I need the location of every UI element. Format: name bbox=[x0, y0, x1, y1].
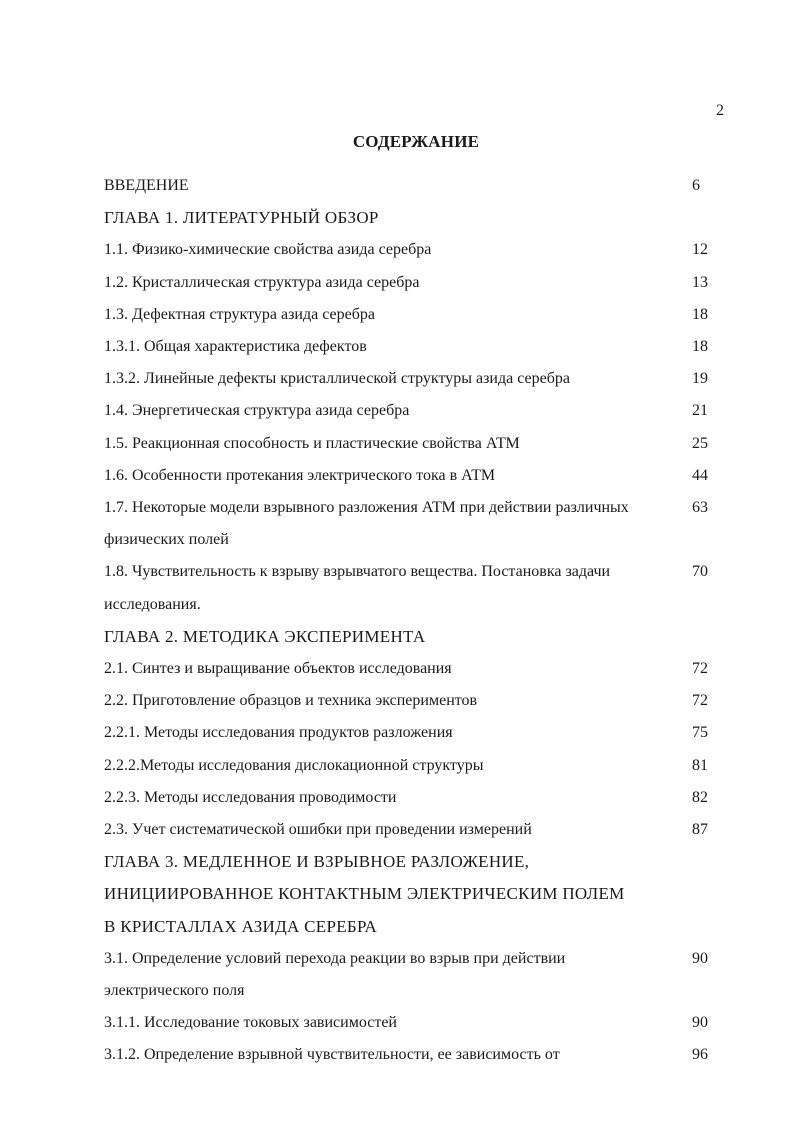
toc-entry-text: 1.5. Реакционная способность и пластические свойства АТМ bbox=[104, 434, 520, 452]
toc-entry-page: 81 bbox=[692, 756, 708, 774]
toc-entry-text: 2.2.1. Методы исследования продуктов разложения bbox=[104, 724, 453, 742]
toc-entry bbox=[104, 814, 720, 846]
toc-entry bbox=[104, 492, 720, 556]
toc-entry bbox=[104, 685, 720, 717]
toc-entry bbox=[104, 717, 720, 749]
toc-entry bbox=[104, 428, 720, 460]
toc-chapter-heading bbox=[104, 202, 720, 234]
toc-entry-page: 12 bbox=[692, 241, 708, 259]
toc-entry-page: 13 bbox=[692, 273, 708, 291]
toc-entry bbox=[104, 750, 720, 782]
toc-entry-page: 72 bbox=[692, 692, 708, 710]
toc-entry-page: 44 bbox=[692, 466, 708, 484]
toc-entry bbox=[104, 943, 720, 1007]
toc-entry-text: 1.4. Энергетическая структура азида серебра bbox=[104, 402, 410, 420]
toc-entry-page: 6 bbox=[692, 177, 700, 194]
toc-entry-page: 21 bbox=[692, 402, 708, 420]
toc-entry-page: 82 bbox=[692, 788, 708, 806]
page-number: 2 bbox=[716, 102, 724, 119]
toc-entry bbox=[104, 331, 720, 363]
toc-entry-page: 90 bbox=[692, 949, 708, 967]
toc-entry-text: 3.1.2. Определение взрывной чувствительности, ее зависимость от bbox=[104, 1046, 560, 1064]
toc-entry-page: 19 bbox=[692, 370, 708, 388]
toc-chapter-heading bbox=[104, 621, 720, 653]
toc-entry-page: 90 bbox=[692, 1014, 708, 1032]
toc-entry-text: 3.1. Определение условий перехода реакции во взрыв при действии электрического поля bbox=[104, 949, 566, 1000]
toc-entry-page: 63 bbox=[692, 499, 708, 517]
toc-entry-page: 18 bbox=[692, 305, 708, 323]
toc-entry bbox=[104, 363, 720, 395]
toc-entry-text: 2.2.3. Методы исследования проводимости bbox=[104, 788, 397, 806]
toc-entry-page: 75 bbox=[692, 724, 708, 742]
toc-entry-page: 96 bbox=[692, 1046, 708, 1064]
toc-entry-text: 1.2. Кристаллическая структура азида серебра bbox=[104, 273, 420, 291]
toc-entry-text: 1.1. Физико-химические свойства азида серебра bbox=[104, 241, 432, 259]
toc-entry bbox=[104, 1007, 720, 1039]
toc-entry-text: 2.3. Учет систематической ошибки при проведении измерений bbox=[104, 821, 532, 839]
toc-entry bbox=[104, 395, 720, 427]
toc-entry-text: ГЛАВА 2. МЕТОДИКА ЭКСПЕРИМЕНТА bbox=[104, 626, 426, 646]
toc-entry-page: 70 bbox=[692, 563, 708, 581]
toc-entry bbox=[104, 299, 720, 331]
toc-entry-text: 2.1. Синтез и выращивание объектов исследования bbox=[104, 660, 452, 678]
toc-entry-text: ГЛАВА 3. МЕДЛЕННОЕ И ВЗРЫВНОЕ РАЗЛОЖЕНИЕ, ИНИЦИИРОВАННОЕ КОНТАКТНЫМ ЭЛЕКТРИЧЕСКИМ ПОЛЕМ В КРИСТАЛЛАХ АЗИДА СЕРЕБРА bbox=[104, 852, 625, 936]
toc-entry bbox=[104, 267, 720, 299]
toc-entry-text: 3.1.1. Исследование токовых зависимостей bbox=[104, 1014, 397, 1032]
toc-entry bbox=[104, 460, 720, 492]
toc-entry-text: ВВЕДЕНИЕ bbox=[104, 177, 189, 194]
toc-entry bbox=[104, 170, 720, 202]
toc-entry bbox=[104, 556, 720, 620]
toc-entry-page: 87 bbox=[692, 821, 708, 839]
toc-entry bbox=[104, 782, 720, 814]
toc-entry-text: 1.3.2. Линейные дефекты кристаллической структуры азида серебра bbox=[104, 370, 570, 388]
toc-entry bbox=[104, 653, 720, 685]
toc-entry-text: 1.3.1. Общая характеристика дефектов bbox=[104, 338, 367, 356]
page-title: СОДЕРЖАНИЕ bbox=[352, 132, 480, 151]
toc-entry-text: 1.8. Чувствительность к взрыву взрывчатого вещества. Постановка задачи исследования. bbox=[104, 563, 611, 613]
toc-entry-text: 1.7. Некоторые модели взрывного разложения АТМ при действии различных физических полей bbox=[104, 499, 629, 549]
toc-entry-page: 25 bbox=[692, 434, 708, 452]
toc-entry bbox=[104, 1039, 720, 1071]
table-of-contents bbox=[104, 170, 720, 1072]
toc-entry-text: 1.3. Дефектная структура азида серебра bbox=[104, 305, 375, 323]
toc-entry-page: 18 bbox=[692, 338, 708, 356]
toc-entry-text: 2.2.2.Методы исследования дислокационной структуры bbox=[104, 756, 484, 774]
toc-entry-page: 72 bbox=[692, 660, 708, 678]
toc-entry bbox=[104, 234, 720, 266]
toc-entry-text: ГЛАВА 1. ЛИТЕРАТУРНЫЙ ОБЗОР bbox=[104, 208, 379, 228]
toc-entry-text: 1.6. Особенности протекания электрического тока в АТМ bbox=[104, 466, 496, 484]
toc-chapter-heading bbox=[104, 846, 720, 943]
toc-entry-text: 2.2. Приготовление образцов и техника экспериментов bbox=[104, 692, 478, 710]
